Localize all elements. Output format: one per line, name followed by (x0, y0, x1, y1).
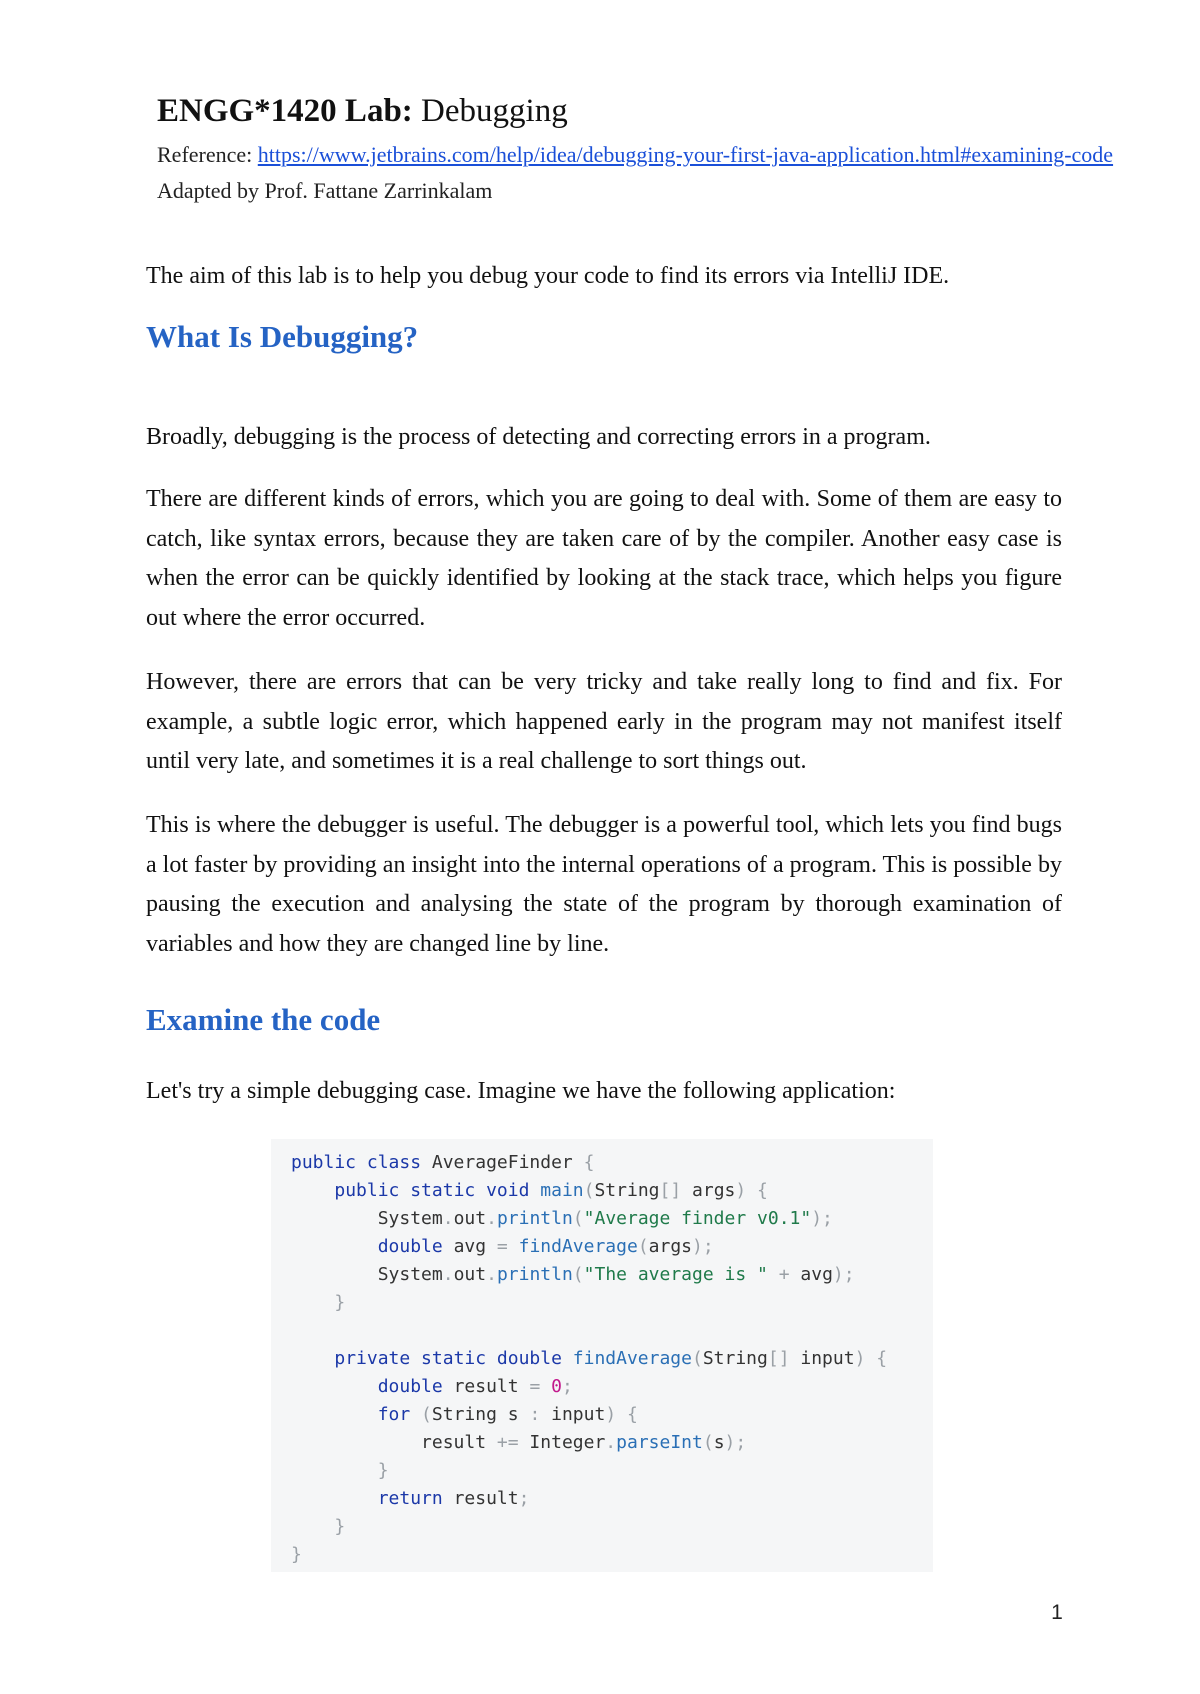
reference-link[interactable]: https://www.jetbrains.com/help/idea/debugging-your-first-java-application.html#examining-code (257, 142, 1114, 167)
code-line-14: } (334, 1516, 346, 1537)
code-block (271, 1139, 933, 1572)
paragraph-kinds-of-errors: There are different kinds of errors, which you are going to deal with. Some of them are easy to catch, like syntax errors, because they are taken care of by the compiler. Another easy case is when the error can be quickly identified by looking at the stack trace, which helps you figure out where the error occurred. (146, 486, 1062, 631)
code-line-11: result += Integer.parseInt(s); (421, 1432, 747, 1453)
intro-paragraph: The aim of this lab is to help you debug your code to find its errors via IntelliJ IDE. (146, 263, 950, 289)
paragraph-debugger-useful: This is where the debugger is useful. The debugger is a powerful tool, which lets you find bugs a lot faster by providing an insight into the internal operations of a program. This is possible by pausing the execution and analysing the state of the program by thorough examination of variables and how they are changed line by line. (146, 812, 1062, 957)
paragraph-try-debugging: Let's try a simple debugging case. Imagine we have the following application: (146, 1078, 896, 1104)
page-title (157, 90, 568, 132)
code-line-4: double avg = findAverage(args); (377, 1236, 714, 1257)
code-line-12: } (377, 1460, 389, 1481)
code-line-3: System.out.println("Average finder v0.1"); (377, 1208, 833, 1229)
code-line-9: double result = 0; (377, 1376, 573, 1397)
code-line-8: private static double findAverage(String[] input) { (334, 1348, 888, 1369)
heading-examine-the-code: Examine the code (146, 1002, 381, 1037)
code-line-13: return result; (377, 1488, 530, 1509)
reference-label: Reference: (157, 142, 258, 167)
title-rest: Debugging (412, 93, 568, 129)
reference-line (157, 140, 1113, 170)
heading-what-is-debugging: What Is Debugging? (146, 319, 419, 354)
page-number: 1 (1051, 1601, 1063, 1624)
code-line-1: public class AverageFinder { (291, 1152, 595, 1173)
code-line-10: for (String s : input) { (377, 1404, 638, 1425)
title-bold: ENGG*1420 Lab: (157, 93, 413, 129)
code-line-15: } (291, 1544, 302, 1565)
code-line-5: System.out.println("The average is " + avg); (377, 1264, 855, 1285)
paragraph-tricky-errors: However, there are errors that can be very tricky and take really long to find and fix. For example, a subtle logic error, which happened early in the program may not manifest itself until very late, and sometimes it is a real challenge to sort things out. (146, 669, 1062, 774)
code-line-6: } (334, 1292, 346, 1313)
adapted-by: Adapted by Prof. Fattane Zarrinkalam (157, 178, 493, 203)
paragraph-definition: Broadly, debugging is the process of detecting and correcting errors in a program. (146, 424, 931, 450)
code-line-2: public static void main(String[] args) { (334, 1180, 768, 1201)
